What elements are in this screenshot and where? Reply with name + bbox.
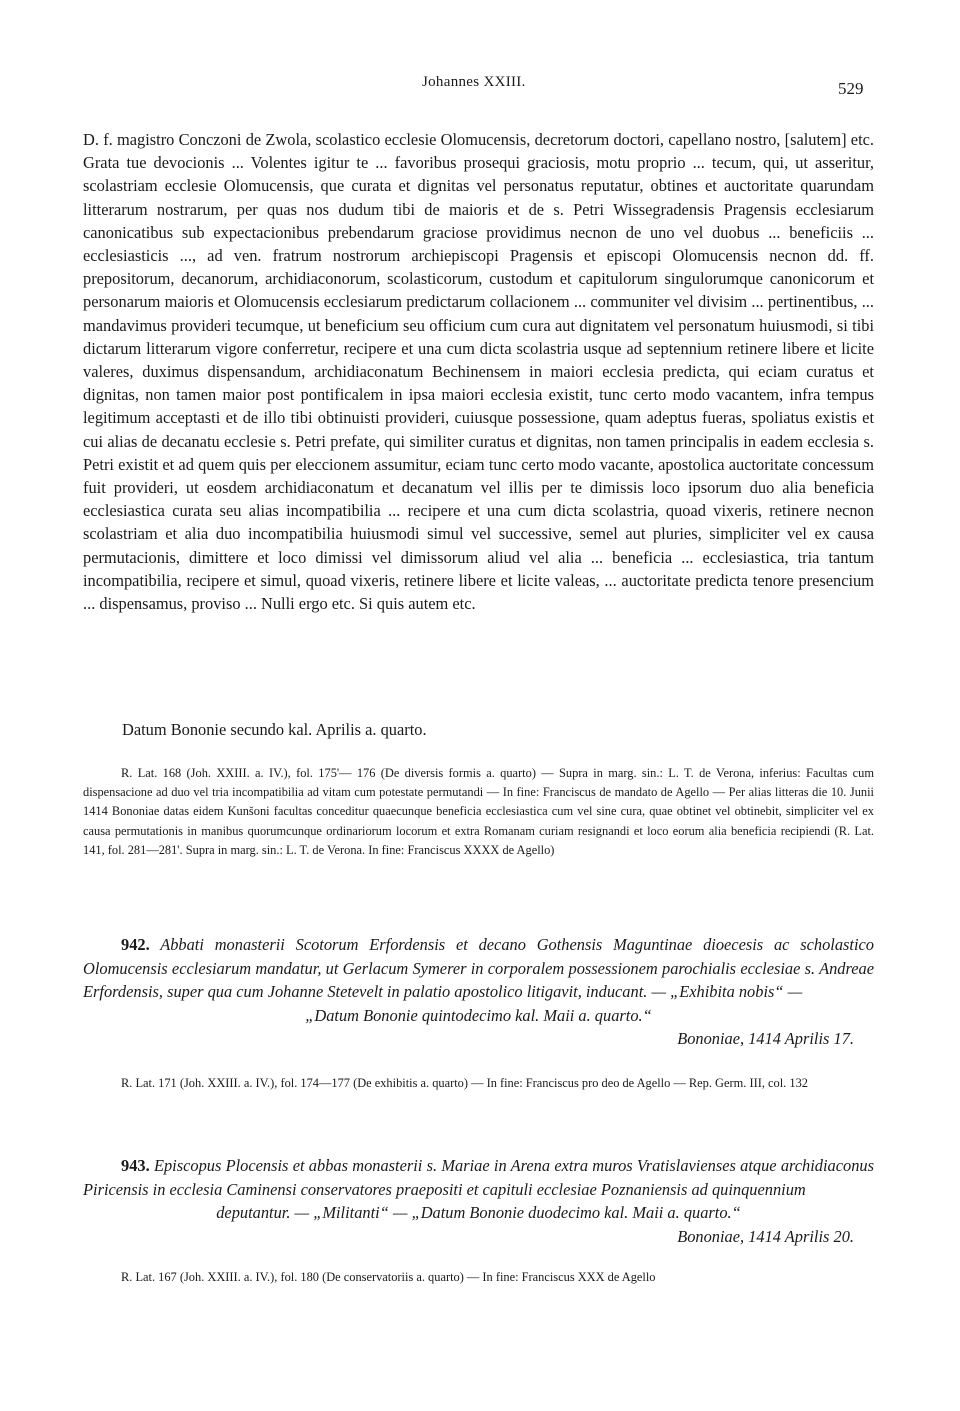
running-title: Johannes XXIII. — [422, 74, 526, 90]
entry-941-dating: Datum Bononie secundo kal. Aprilis a. quarto. — [122, 720, 427, 739]
entry-942-summary-text: Abbati monasterii Scotorum Erfordensis et decano Gothensis Maguntinae dioecesis ac scholastico Olomucensis ecclesiarum mandatur, ut Gerlacum Symerer in corporalem possessionem parochialis ecclesiae s. Andreae Erfordensis, super qua cum Johanne Stetevelt in palatio apostolico litigavit, inducant. — „Exhibita nobis“ — — [83, 935, 874, 1002]
entry-942 — [83, 933, 874, 1051]
entry-943-summary-text: Episcopus Plocensis et abbas monasterii s. Mariae in Arena extra muros Vratislavienses atque archidiaconus Piricensis in ecclesia Caminensi conservatores praepositi et capituli ecclesiae Poznaniensis ad quinquennium — [83, 1156, 874, 1199]
entry-943-notes: R. Lat. 167 (Joh. XXIII. a. IV.), fol. 180 (De conservatoriis a. quarto) — In fine: Franciscus XXX de Agello — [121, 1270, 656, 1284]
entry-942-incipit: „Datum Bononie quintodecimo kal. Maii a. quarto.“ — [305, 1005, 652, 1025]
entry-943-incipit: deputantur. — „Militanti“ — „Datum Bononie duodecimo kal. Maii a. quarto.“ — [216, 1203, 741, 1223]
entry-943-number: 943. — [121, 1156, 150, 1175]
entry-943-place-date: Bononiae, 1414 Aprilis 20. — [677, 1226, 854, 1246]
page-number: 529 — [838, 79, 864, 98]
entry-941-notes: R. Lat. 168 (Joh. XXIII. a. IV.), fol. 175'— 176 (De diversis formis a. quarto) — Supra in marg. sin.: L. T. de Verona, inferius: Facultas cum dispensacione ad duo vel tria incompatibilia ad vitam cum potestate permutandi — In fine: Franciscus de mandato de Agello — Per alias litteras die 10. Junii 1414 Bononiae datas eidem Kunšoni facultas conceditur quaecunque beneficia ecclesiastica cum vel sine cura, quae obtinet vel obtinebit, simpliciter vel ex causa permutationis in manibus quorumcunque ordinariorum locorum et extra Romanam curiam resignandi et loco eorum alia beneficia recipiendi (R. Lat. 141, fol. 281—281'. Supra in marg. sin.: L. T. de Verona. In fine: Franciscus XXXX de Agello) — [83, 766, 874, 857]
entry-942-number: 942. — [121, 935, 150, 954]
entry-941-text: D. f. magistro Conczoni de Zwola, scolastico ecclesie Olomucensis, decretorum doctori, capellano nostro, [salutem] etc. Grata tue devocionis ... Volentes igitur te ... favoribus prosequi graciosis, motu proprio ... tecum, qui, ut asseritur, scolastriam ecclesie Olomucensis, que curata et dignitas vel personatus reputatur, obtines et auctoritate quarundam litterarum nostrarum, per quas nos dudum tibi de maioris et de s. Petri Wissegradensis Pragensis ecclesiarum canonicatibus sub expectacionibus prebendarum graciose providimus necnon de uno vel duobus ... beneficiis ... ecclesiasticis ..., ad ven. fratrum nostrorum archiepiscopi Pragensis et episcopi Olomucensis necnon dd. ff. prepositorum, decanorum, archidiaconorum, scolasticorum, custodum et capitulorum singulorumque canonicorum et personarum maioris et Olomucensis ecclesiarum predictarum collacionem ... communiter vel divisim ... pertinentibus, ... mandavimus provideri tecumque, ut beneficium seu officium cum cura aut dignitatem vel personatum huiusmodi, si tibi dictarum litterarum vigore conferretur, recipere et una cum dicta scolastria usque ad septennium retinere libere et licite valeres, duximus dispensandum, archidiaconatum Bechinensem in maiori ecclesia predicta, qui eciam curatus et dignitas, non tamen maior post pontificalem in ipsa maiori ecclesia existit, tunc certo modo vacantem, infra tempus legitimum acceptasti et de illo tibi obtinuisti provideri, cuiusque possessione, quam adeptus fueras, spoliatus existis et cui alias de decanatu ecclesie s. Petri prefate, qui similiter curatus et dignitas, non tamen principalis in eadem ecclesia s. Petri existit et ad quem quis per eleccionem assumitur, eciam tunc certo modo vacante, apostolica auctoritate concessum fuit provideri, ut eosdem archidiaconatum et decanatum vel illis per te dimissis loco ipsorum duo alia beneficia ecclesiastica curata seu alias incompatibilia ... recipere et una cum dicta scolastria, quoad vixeris, retinere necnon scolastriam et alia duo incompatibilia huiusmodi simul vel successive, semel aut pluries, simpliciter vel ex causa permutacionis, dimittere et loco dimissi vel dimissorum aliud vel alia ... beneficia ... ecclesiastica, tria tantum incompatibilia, recipere et simul, quoad vixeris, retinere libere et licite valeas, ... auctoritate predicta tenore presencium ... dispensamus, proviso ... Nulli ergo etc. Si quis autem etc. — [83, 130, 874, 614]
running-head — [0, 74, 960, 96]
entry-943 — [83, 1154, 874, 1248]
entry-942-place-date: Bononiae, 1414 Aprilis 17. — [677, 1029, 854, 1049]
entry-943-summary — [83, 1154, 874, 1201]
entry-942-summary — [83, 933, 874, 1004]
entry-942-notes: R. Lat. 171 (Joh. XXIII. a. IV.), fol. 174—177 (De exhibitis a. quarto) — In fine: Franciscus pro deo de Agello — Rep. Germ. III, col. 132 — [121, 1076, 808, 1090]
